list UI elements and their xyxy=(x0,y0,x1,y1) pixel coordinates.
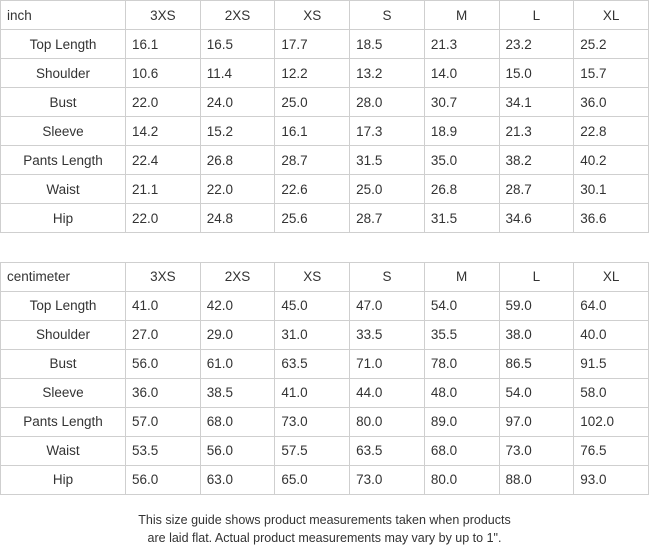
cell: 36.6 xyxy=(574,204,649,233)
spacer-cell xyxy=(499,233,574,262)
cell: 24.0 xyxy=(200,88,275,117)
cell: 34.1 xyxy=(499,88,574,117)
cell: 22.0 xyxy=(126,88,201,117)
size-guide-note xyxy=(0,495,649,547)
cell: 63.5 xyxy=(350,436,425,465)
row-label: Waist xyxy=(1,175,126,204)
cell: 15.7 xyxy=(574,59,649,88)
cell: 15.2 xyxy=(200,117,275,146)
table-spacer-row xyxy=(1,233,649,262)
cell: 73.0 xyxy=(499,436,574,465)
cell: 56.0 xyxy=(126,349,201,378)
cell: 11.4 xyxy=(200,59,275,88)
cell: 18.5 xyxy=(350,30,425,59)
cell: 35.5 xyxy=(424,320,499,349)
cell: 73.0 xyxy=(275,407,350,436)
row-label: Top Length xyxy=(1,30,126,59)
cell: 17.7 xyxy=(275,30,350,59)
size-table-inch xyxy=(0,0,649,262)
cell: 93.0 xyxy=(574,465,649,494)
cell: 21.3 xyxy=(499,117,574,146)
cell: 91.5 xyxy=(574,349,649,378)
cell: 64.0 xyxy=(574,291,649,320)
cell: 54.0 xyxy=(499,378,574,407)
cell: 68.0 xyxy=(200,407,275,436)
cell: 44.0 xyxy=(350,378,425,407)
cell: 80.0 xyxy=(424,465,499,494)
cell: 38.0 xyxy=(499,320,574,349)
cell: 54.0 xyxy=(424,291,499,320)
table-row xyxy=(1,436,649,465)
cell: 76.5 xyxy=(574,436,649,465)
cell: 25.0 xyxy=(350,175,425,204)
cell: 56.0 xyxy=(126,465,201,494)
cell: 16.1 xyxy=(275,117,350,146)
cell: 48.0 xyxy=(424,378,499,407)
cell: 31.0 xyxy=(275,320,350,349)
cell: 14.0 xyxy=(424,59,499,88)
cell: 53.5 xyxy=(126,436,201,465)
table-row xyxy=(1,320,649,349)
cell: 56.0 xyxy=(200,436,275,465)
table-row xyxy=(1,146,649,175)
cell: 89.0 xyxy=(424,407,499,436)
cell: 41.0 xyxy=(126,291,201,320)
cell: 15.0 xyxy=(499,59,574,88)
cell: 31.5 xyxy=(424,204,499,233)
column-header-3xs: 3XS xyxy=(126,1,201,30)
cell: 36.0 xyxy=(574,88,649,117)
cell: 25.2 xyxy=(574,30,649,59)
note-line-1: This size guide shows product measurements taken when products xyxy=(138,512,511,527)
column-header-s: S xyxy=(350,262,425,291)
table-row xyxy=(1,204,649,233)
cell: 58.0 xyxy=(574,378,649,407)
column-header-xs: XS xyxy=(275,1,350,30)
column-header-xl: XL xyxy=(574,262,649,291)
spacer-cell xyxy=(1,233,126,262)
table-row xyxy=(1,59,649,88)
cell: 28.7 xyxy=(350,204,425,233)
row-label: Bust xyxy=(1,88,126,117)
cell: 10.6 xyxy=(126,59,201,88)
table-row xyxy=(1,465,649,494)
row-label: Waist xyxy=(1,436,126,465)
cell: 27.0 xyxy=(126,320,201,349)
cell: 59.0 xyxy=(499,291,574,320)
cell: 63.0 xyxy=(200,465,275,494)
table-header-row xyxy=(1,262,649,291)
cell: 24.8 xyxy=(200,204,275,233)
cell: 18.9 xyxy=(424,117,499,146)
spacer-cell xyxy=(126,233,201,262)
cell: 28.0 xyxy=(350,88,425,117)
column-header-l: L xyxy=(499,1,574,30)
spacer-cell xyxy=(275,233,350,262)
cell: 29.0 xyxy=(200,320,275,349)
spacer-cell xyxy=(574,233,649,262)
row-label: Shoulder xyxy=(1,59,126,88)
cell: 21.1 xyxy=(126,175,201,204)
cell: 22.0 xyxy=(126,204,201,233)
table-row xyxy=(1,88,649,117)
row-label: Hip xyxy=(1,204,126,233)
cell: 31.5 xyxy=(350,146,425,175)
cell: 63.5 xyxy=(275,349,350,378)
cell: 23.2 xyxy=(499,30,574,59)
row-label: Pants Length xyxy=(1,146,126,175)
row-label: Sleeve xyxy=(1,378,126,407)
cell: 78.0 xyxy=(424,349,499,378)
cell: 61.0 xyxy=(200,349,275,378)
column-header-xl: XL xyxy=(574,1,649,30)
cell: 26.8 xyxy=(200,146,275,175)
cell: 13.2 xyxy=(350,59,425,88)
spacer-cell xyxy=(424,233,499,262)
cell: 34.6 xyxy=(499,204,574,233)
table-row xyxy=(1,291,649,320)
cell: 57.0 xyxy=(126,407,201,436)
cell: 97.0 xyxy=(499,407,574,436)
cell: 30.7 xyxy=(424,88,499,117)
column-header-m: M xyxy=(424,1,499,30)
cell: 86.5 xyxy=(499,349,574,378)
column-header-2xs: 2XS xyxy=(200,1,275,30)
row-label: Hip xyxy=(1,465,126,494)
cell: 12.2 xyxy=(275,59,350,88)
unit-label-inch: inch xyxy=(1,1,126,30)
cell: 33.5 xyxy=(350,320,425,349)
table-row xyxy=(1,378,649,407)
cell: 22.4 xyxy=(126,146,201,175)
cell: 73.0 xyxy=(350,465,425,494)
cell: 40.0 xyxy=(574,320,649,349)
table-row xyxy=(1,30,649,59)
row-label: Bust xyxy=(1,349,126,378)
spacer-cell xyxy=(350,233,425,262)
note-line-2: are laid flat. Actual product measurements may vary by up to 1". xyxy=(147,530,502,545)
cell: 45.0 xyxy=(275,291,350,320)
column-header-m: M xyxy=(424,262,499,291)
table-row xyxy=(1,349,649,378)
cell: 21.3 xyxy=(424,30,499,59)
table-row xyxy=(1,175,649,204)
cell: 14.2 xyxy=(126,117,201,146)
cell: 57.5 xyxy=(275,436,350,465)
cell: 65.0 xyxy=(275,465,350,494)
column-header-xs: XS xyxy=(275,262,350,291)
cell: 80.0 xyxy=(350,407,425,436)
table-header-row xyxy=(1,1,649,30)
column-header-s: S xyxy=(350,1,425,30)
table-row xyxy=(1,117,649,146)
cell: 16.5 xyxy=(200,30,275,59)
size-table-centimeter xyxy=(0,262,649,495)
column-header-3xs: 3XS xyxy=(126,262,201,291)
cell: 22.8 xyxy=(574,117,649,146)
cell: 22.6 xyxy=(275,175,350,204)
cell: 102.0 xyxy=(574,407,649,436)
cell: 36.0 xyxy=(126,378,201,407)
cell: 16.1 xyxy=(126,30,201,59)
cell: 17.3 xyxy=(350,117,425,146)
cell: 41.0 xyxy=(275,378,350,407)
cell: 22.0 xyxy=(200,175,275,204)
cell: 68.0 xyxy=(424,436,499,465)
column-header-l: L xyxy=(499,262,574,291)
row-label: Sleeve xyxy=(1,117,126,146)
row-label: Shoulder xyxy=(1,320,126,349)
cell: 38.5 xyxy=(200,378,275,407)
cell: 35.0 xyxy=(424,146,499,175)
cell: 26.8 xyxy=(424,175,499,204)
cell: 30.1 xyxy=(574,175,649,204)
row-label: Pants Length xyxy=(1,407,126,436)
cell: 42.0 xyxy=(200,291,275,320)
cell: 25.6 xyxy=(275,204,350,233)
spacer-cell xyxy=(200,233,275,262)
row-label: Top Length xyxy=(1,291,126,320)
cell: 88.0 xyxy=(499,465,574,494)
cell: 38.2 xyxy=(499,146,574,175)
cell: 40.2 xyxy=(574,146,649,175)
cell: 25.0 xyxy=(275,88,350,117)
cell: 28.7 xyxy=(499,175,574,204)
column-header-2xs: 2XS xyxy=(200,262,275,291)
cell: 28.7 xyxy=(275,146,350,175)
cell: 71.0 xyxy=(350,349,425,378)
unit-label-centimeter: centimeter xyxy=(1,262,126,291)
cell: 47.0 xyxy=(350,291,425,320)
table-row xyxy=(1,407,649,436)
